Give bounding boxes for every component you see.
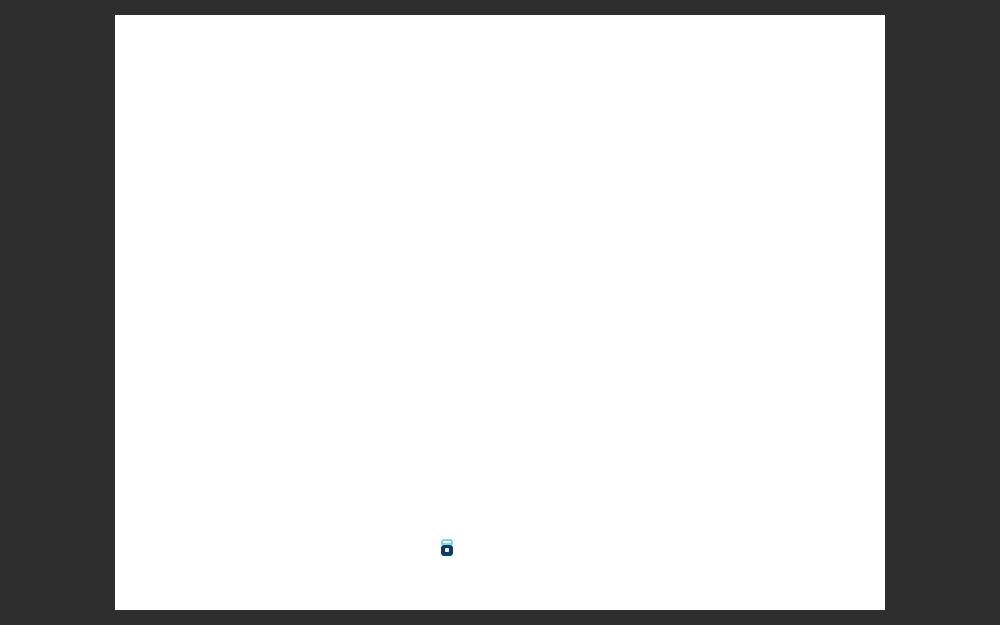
kettlebell-icon [440,539,454,557]
friendship-gym-logo [440,537,570,571]
schedule-page [115,15,885,610]
